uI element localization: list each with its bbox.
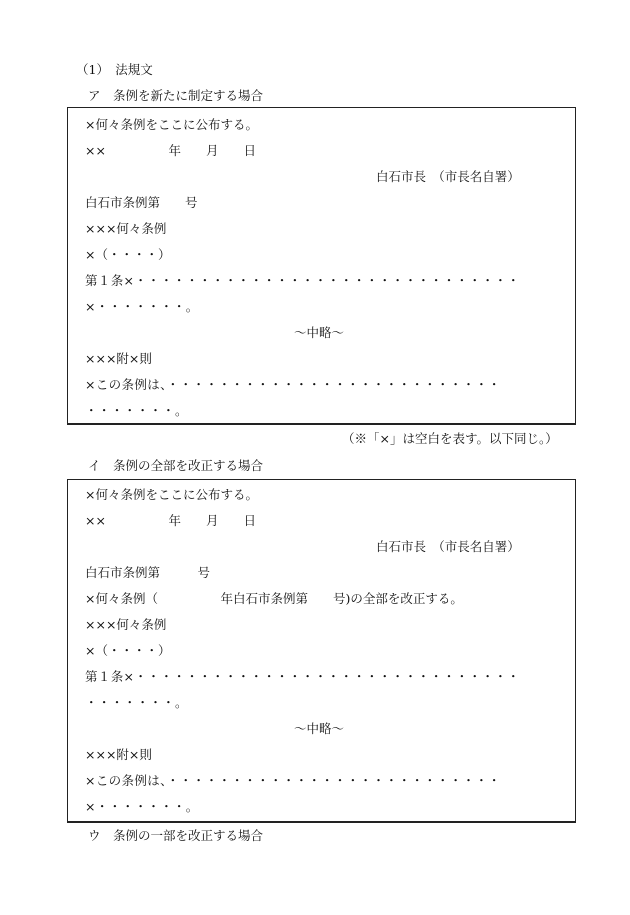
case-a-label: ア 条例を新たに制定する場合 <box>88 88 264 103</box>
case-b-ordinance-number: 白石市条例第 号 <box>85 565 211 580</box>
case-b-label: イ 条例の全部を改正する場合 <box>88 458 264 473</box>
case-a-mayor-signature: 白石市長 （市長名自署） <box>376 169 520 184</box>
case-b-date: ×× 年 月 日 <box>85 513 256 528</box>
section-heading: （1） 法規文 <box>76 62 153 77</box>
case-c-label: ウ 条例の一部を改正する場合 <box>88 828 264 843</box>
case-b-supplementary-text: ×この条例は、・・・・・・・・・・・・・・・・・・・・・・・・・・ <box>85 773 501 788</box>
case-a-supplementary-cont: ・・・・・・・。 <box>85 403 188 418</box>
case-b-article-caption: ×（・・・・） <box>85 643 171 658</box>
case-a-article-1: 第１条×・・・・・・・・・・・・・・・・・・・・・・・・・・・・・・ <box>85 273 520 288</box>
case-b-supplementary-heading: ×××附×則 <box>85 747 152 762</box>
case-a-ordinance-number: 白石市条例第 号 <box>85 195 198 210</box>
case-b-supplementary-cont: ×・・・・・・・。 <box>85 799 199 814</box>
case-a-supplementary-heading: ×××附×則 <box>85 351 152 366</box>
case-a-ordinance-title: ×××何々条例 <box>85 221 167 236</box>
case-b-ordinance-title: ×××何々条例 <box>85 617 167 632</box>
case-a-omitted: ～中略～ <box>294 325 345 340</box>
case-b-promulgation: ×何々条例をここに公布する。 <box>85 487 258 502</box>
case-a-date: ×× 年 月 日 <box>85 143 256 158</box>
case-b-article-1: 第１条×・・・・・・・・・・・・・・・・・・・・・・・・・・・・・・ <box>85 669 520 684</box>
case-a-promulgation: ×何々条例をここに公布する。 <box>85 117 258 132</box>
case-a-article-caption: ×（・・・・） <box>85 247 171 262</box>
case-a-note: （※「×」は空白を表す。以下同じ。） <box>342 431 558 446</box>
case-b-mayor-signature: 白石市長 （市長名自署） <box>376 539 520 554</box>
case-b-omitted: ～中略～ <box>294 721 345 736</box>
case-a-article-1-cont: ×・・・・・・・。 <box>85 299 199 314</box>
case-b-article-1-cont: ・・・・・・・。 <box>85 695 188 710</box>
case-b-full-amendment: ×何々条例（ 年白石市条例第 号)の全部を改正する。 <box>85 591 463 606</box>
case-a-supplementary-text: ×この条例は、・・・・・・・・・・・・・・・・・・・・・・・・・・ <box>85 377 501 392</box>
